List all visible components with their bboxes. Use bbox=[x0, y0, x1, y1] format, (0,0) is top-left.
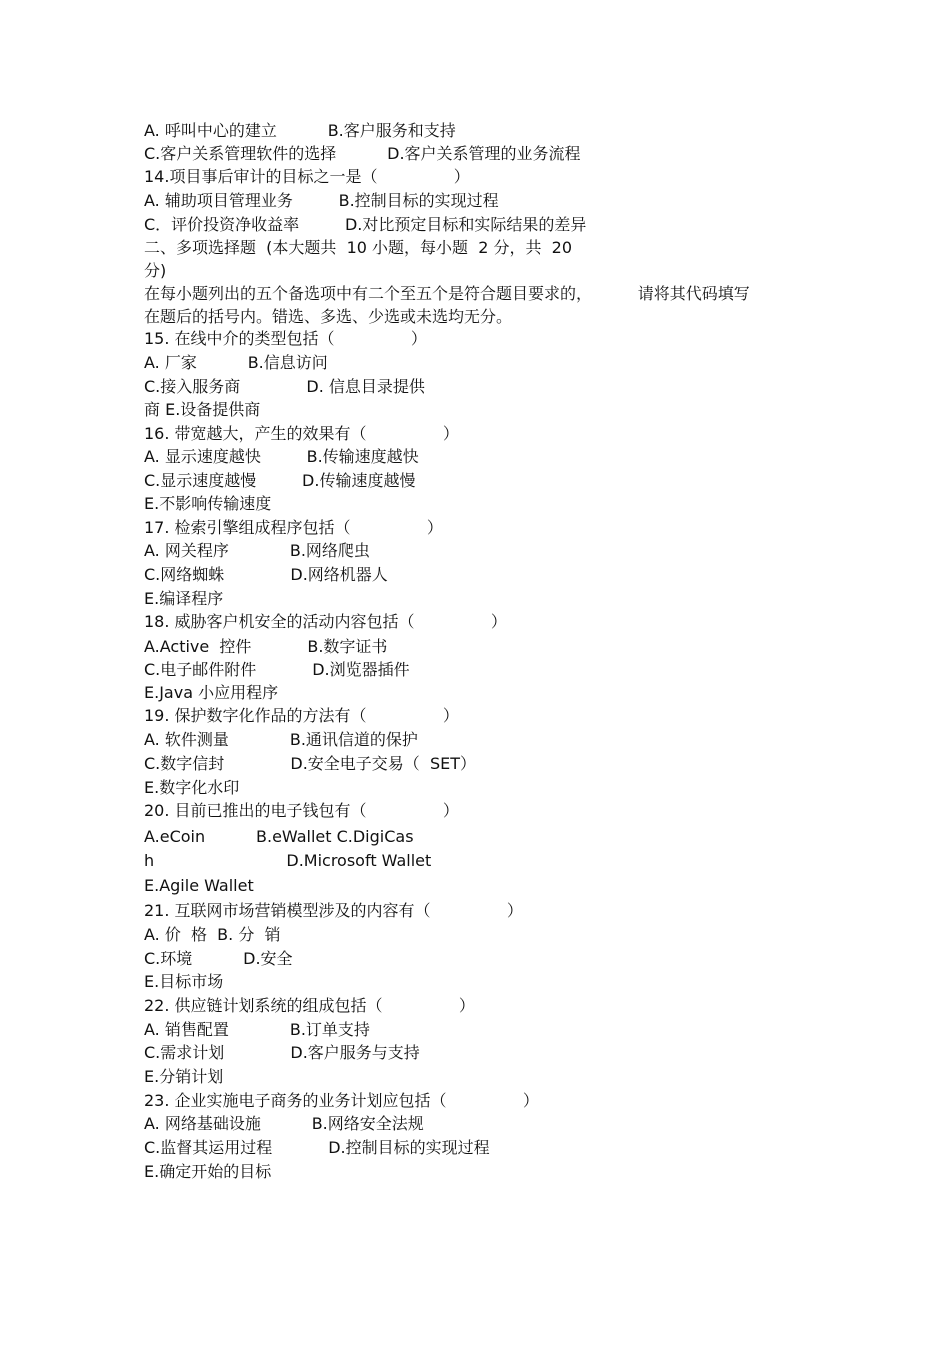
text-line: A.Active 控件 B.数字证书 bbox=[144, 637, 388, 656]
question-21: 21. 互联网市场营销模型涉及的内容有（ ） bbox=[144, 901, 523, 920]
text-line: A. 销售配置 B.订单支持 bbox=[144, 1020, 370, 1039]
text-line: h D.Microsoft Wallet bbox=[144, 851, 432, 870]
text-line: C.网络蜘蛛 D.网络机器人 bbox=[144, 565, 388, 584]
text-line: E.分销计划 bbox=[144, 1067, 224, 1086]
question-22: 22. 供应链计划系统的组成包括（ ） bbox=[144, 996, 475, 1015]
text-line: E.目标市场 bbox=[144, 972, 224, 991]
question-18: 18. 威胁客户机安全的活动内容包括（ ） bbox=[144, 612, 507, 631]
question-20: 20. 目前已推出的电子钱包有（ ） bbox=[144, 801, 459, 820]
instruction-text: 在每小题列出的五个备选项中有二个至五个是符合题目要求的， 请将其代码填写 bbox=[144, 284, 750, 303]
text-line: A. 显示速度越快 B.传输速度越快 bbox=[144, 447, 419, 466]
text-line: E.Agile Wallet bbox=[144, 876, 254, 895]
text-line: C.需求计划 D.客户服务与支持 bbox=[144, 1043, 420, 1062]
text-line: C.监督其运用过程 D.控制目标的实现过程 bbox=[144, 1138, 490, 1157]
text-line: C.环境 D.安全 bbox=[144, 949, 293, 968]
text-line: E.数字化水印 bbox=[144, 778, 240, 797]
question-23: 23. 企业实施电子商务的业务计划应包括（ ） bbox=[144, 1091, 539, 1110]
question-15: 15. 在线中介的类型包括（ ） bbox=[144, 329, 427, 348]
question-16: 16. 带宽越大，产生的效果有（ ） bbox=[144, 424, 459, 443]
text-line: A. 厂家 B.信息访问 bbox=[144, 353, 328, 372]
text-line: E.编译程序 bbox=[144, 589, 224, 608]
text-line: C.接入服务商 D. 信息目录提供 bbox=[144, 377, 425, 396]
section-heading: 分) bbox=[144, 261, 167, 280]
text-line: A.eCoin B.eWallet C.DigiCas bbox=[144, 827, 414, 846]
instruction-text: 在题后的括号内。错选、多选、少选或未选均无分。 bbox=[144, 307, 513, 326]
text-line: A. 网络基础设施 B.网络安全法规 bbox=[144, 1114, 424, 1133]
text-line: 14.项目事后审计的目标之一是（ ） bbox=[144, 167, 470, 186]
text-line: A. 价 格 B. 分 销 bbox=[144, 925, 281, 944]
text-line: E.不影响传输速度 bbox=[144, 494, 272, 513]
question-17: 17. 检索引擎组成程序包括（ ） bbox=[144, 518, 443, 537]
text-line: A. 网关程序 B.网络爬虫 bbox=[144, 541, 370, 560]
text-line: C.电子邮件附件 D.浏览器插件 bbox=[144, 660, 410, 679]
text-line: A. 辅助项目管理业务 B.控制目标的实现过程 bbox=[144, 191, 499, 210]
text-line: C．评价投资净收益率 D.对比预定目标和实际结果的差异 bbox=[144, 215, 587, 234]
section-heading: 二、多项选择题 (本大题共 10 小题，每小题 2 分，共 20 bbox=[144, 238, 573, 257]
text-line: C.客户关系管理软件的选择 D.客户关系管理的业务流程 bbox=[144, 144, 581, 163]
text-line: C.显示速度越慢 D.传输速度越慢 bbox=[144, 471, 416, 490]
text-line: E.Java 小应用程序 bbox=[144, 683, 279, 702]
text-line: C.数字信封 D.安全电子交易（ SET） bbox=[144, 754, 476, 773]
text-line: A. 呼叫中心的建立 B.客户服务和支持 bbox=[144, 121, 456, 140]
question-19: 19. 保护数字化作品的方法有（ ） bbox=[144, 706, 459, 725]
text-line: A. 软件测量 B.通讯信道的保护 bbox=[144, 730, 418, 749]
text-line: E.确定开始的目标 bbox=[144, 1162, 272, 1181]
text-line: 商 E.设备提供商 bbox=[144, 400, 261, 419]
